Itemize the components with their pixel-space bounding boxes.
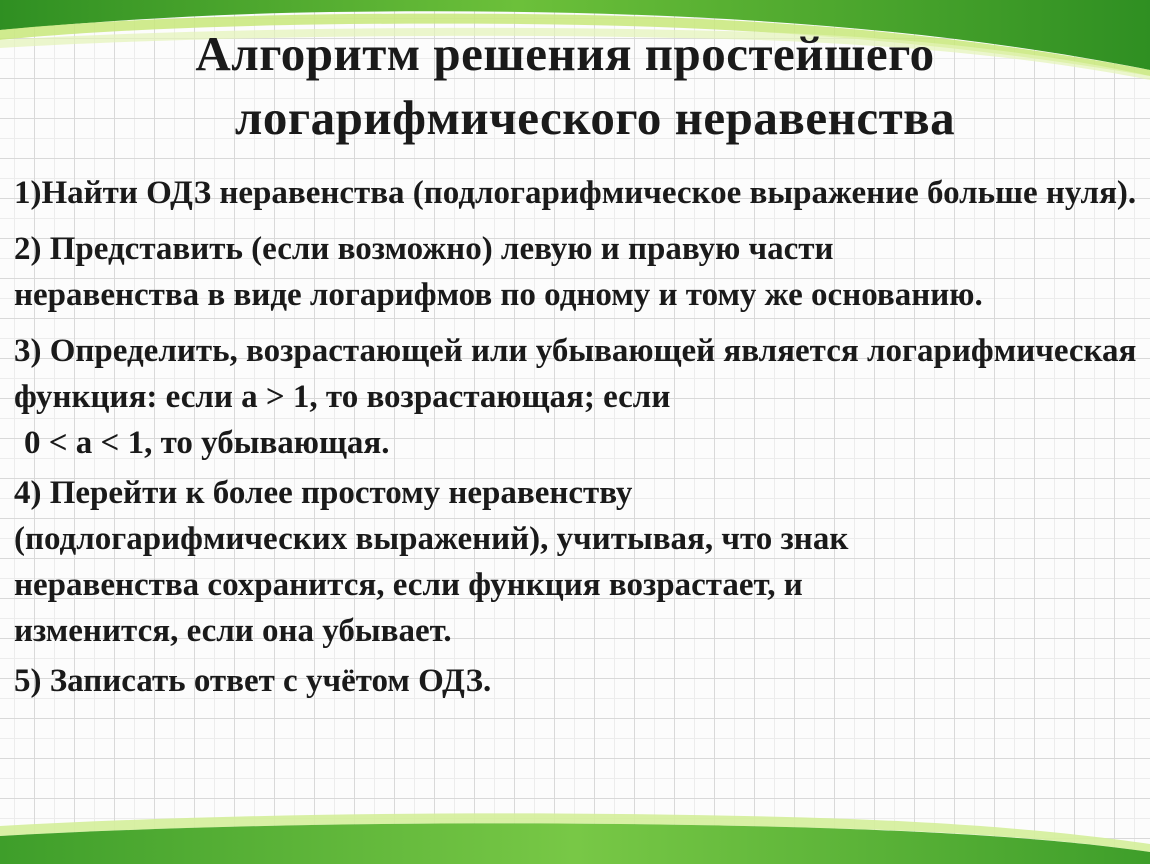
step-5: 5) Записать ответ с учётом ОДЗ. [14, 663, 492, 699]
step-3-line-3: 0 < a < 1, то убывающая. [24, 425, 390, 461]
algorithm-steps [14, 170, 1138, 704]
step-4-line-2: (подлогарифмических выражений), учитывая, что знак [14, 521, 849, 557]
title-line-2: логарифмического неравенства [234, 90, 956, 145]
step-1: 1)Найти ОДЗ неравенства (подлогарифмическое выражение больше нуля). [14, 175, 1137, 211]
step-4-line-3: неравенства сохранится, если функция возрастает, и [14, 567, 803, 603]
title-line-1: Алгоритм решения простейшего [195, 26, 935, 81]
step-3 [14, 328, 1138, 466]
step-2-line-1: 2) Представить (если возможно) левую и правую части [14, 231, 834, 267]
slide-title [0, 22, 1150, 150]
step-4-line-1: 4) Перейти к более простому неравенству [14, 475, 633, 511]
bottom-green-swoosh [0, 804, 1150, 864]
step-2-line-2: неравенства в виде логарифмов по одному и тому же основанию. [14, 277, 983, 313]
step-3-text: 3) Определить, возрастающей или убывающей является логарифмическая функция: если a > 1, то возрастающая; если [14, 333, 1137, 415]
step-4 [14, 470, 1138, 654]
step-2 [14, 226, 1138, 318]
step-4-line-4: изменится, если она убывает. [14, 613, 452, 649]
